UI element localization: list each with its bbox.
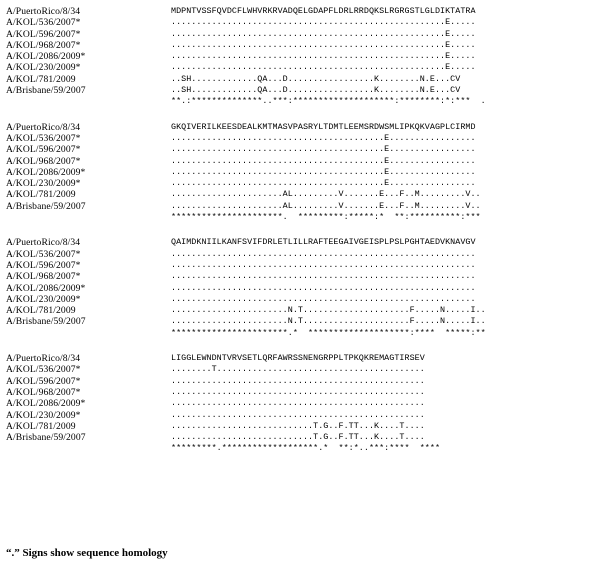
- alignment-block: [6, 6, 594, 108]
- strain-name: [6, 328, 171, 339]
- strain-name: A/KOL/968/2007*: [6, 39, 81, 51]
- sequence-text: .......................N.T.....................F.....N.....I..: [171, 305, 486, 316]
- strain-name: A/KOL/2086/2009*: [6, 166, 86, 178]
- sequence-text: ..SH.............QA...D.................K........N.E...CV: [171, 85, 461, 96]
- sequence-row: [6, 305, 594, 316]
- strain-name: A/Brisbane/59/2007: [6, 85, 86, 97]
- alignment-block: [6, 353, 594, 455]
- strain-name: A/KOL/2086/2009*: [6, 51, 86, 63]
- sequence-text: ..................................................: [171, 409, 425, 420]
- strain-name: A/KOL/781/2009: [6, 305, 76, 317]
- sequence-row: [6, 432, 594, 443]
- strain-name: A/Brisbane/59/2007: [6, 200, 86, 212]
- sequence-text: ..SH.............QA...D.................K........N.E...CV: [171, 73, 461, 84]
- sequence-row: [6, 17, 594, 28]
- strain-name: A/KOL/596/2007*: [6, 28, 81, 40]
- sequence-row: [6, 40, 594, 51]
- sequence-text: ......................................................E.....: [171, 39, 476, 50]
- conservation-line: ***********************.* ********************:**** *****:**: [171, 327, 486, 338]
- sequence-text: ..........................................E.................: [171, 155, 476, 166]
- sequence-text: ............................................................: [171, 248, 476, 259]
- sequence-row: [6, 410, 594, 421]
- sequence-row: [6, 316, 594, 327]
- sequence-text: ..........................................E.................: [171, 178, 476, 189]
- sequence-row: [6, 51, 594, 62]
- sequence-row: [6, 29, 594, 40]
- sequence-text: ..................................................: [171, 398, 425, 409]
- strain-name: A/KOL/230/2009*: [6, 62, 81, 74]
- sequence-text: ............................................................: [171, 293, 476, 304]
- sequence-text: ......................................................E.....: [171, 51, 476, 62]
- strain-name: A/KOL/596/2007*: [6, 375, 81, 387]
- consensus-row: [6, 96, 594, 107]
- sequence-row: [6, 122, 594, 133]
- sequence-row: [6, 74, 594, 85]
- sequence-row: [6, 237, 594, 248]
- sequence-text: ..........................................E.................: [171, 166, 476, 177]
- sequence-text: ......................................................E.....: [171, 28, 476, 39]
- sequence-row: [6, 294, 594, 305]
- strain-name: A/PuertoRico/8/34: [6, 237, 81, 249]
- strain-name: [6, 212, 171, 223]
- strain-name: A/KOL/596/2007*: [6, 144, 81, 156]
- strain-name: [6, 443, 171, 454]
- strain-name: A/KOL/781/2009: [6, 73, 76, 85]
- strain-name: A/Brisbane/59/2007: [6, 432, 86, 444]
- sequence-row: [6, 156, 594, 167]
- strain-name: A/KOL/968/2007*: [6, 271, 81, 283]
- sequence-text: GKQIVERILKEESDEALKMTMASVPASRYLTDMTLEEMSRDWSMLIPKQKVAGPLCIRMD: [171, 121, 476, 132]
- sequence-row: [6, 283, 594, 294]
- sequence-row: [6, 167, 594, 178]
- strain-name: A/KOL/230/2009*: [6, 178, 81, 190]
- sequence-text: ............................................................: [171, 271, 476, 282]
- sequence-text: QAIMDKNIILKANFSVIFDRLETLILLRAFTEEGAIVGEISPLPSLPGHTAEDVKNAVGV: [171, 237, 476, 248]
- strain-name: A/KOL/536/2007*: [6, 248, 81, 260]
- strain-name: A/KOL/968/2007*: [6, 386, 81, 398]
- sequence-text: ............................T.G..F.TT...K....T....: [171, 432, 425, 443]
- sequence-text: ......................AL.........V.......E...F..M.........V..: [171, 189, 481, 200]
- sequence-row: [6, 376, 594, 387]
- sequence-text: ......................................................E.....: [171, 17, 476, 28]
- sequence-row: [6, 178, 594, 189]
- strain-name: A/KOL/536/2007*: [6, 132, 81, 144]
- sequence-text: ......................AL.........V.......E...F..M.........V..: [171, 200, 481, 211]
- sequence-row: [6, 249, 594, 260]
- conservation-line: *********.*******************.* **:*..***:**** ****: [171, 443, 441, 454]
- strain-name: A/KOL/2086/2009*: [6, 282, 86, 294]
- sequence-row: [6, 144, 594, 155]
- strain-name: A/PuertoRico/8/34: [6, 121, 81, 133]
- sequence-row: [6, 201, 594, 212]
- strain-name: A/PuertoRico/8/34: [6, 353, 81, 365]
- sequence-row: [6, 133, 594, 144]
- strain-name: A/KOL/230/2009*: [6, 409, 81, 421]
- consensus-row: [6, 212, 594, 223]
- sequence-text: ..........................................E.................: [171, 144, 476, 155]
- consensus-row: [6, 443, 594, 454]
- sequence-text: ............................................................: [171, 259, 476, 270]
- sequence-text: ........T.........................................: [171, 364, 425, 375]
- sequence-row: [6, 421, 594, 432]
- sequence-row: [6, 260, 594, 271]
- sequence-row: [6, 189, 594, 200]
- strain-name: A/KOL/536/2007*: [6, 17, 81, 29]
- strain-name: A/KOL/2086/2009*: [6, 398, 86, 410]
- sequence-text: ......................................................E.....: [171, 62, 476, 73]
- sequence-row: [6, 387, 594, 398]
- sequence-row: [6, 85, 594, 96]
- strain-name: A/KOL/536/2007*: [6, 364, 81, 376]
- strain-name: [6, 96, 171, 107]
- sequence-text: MDPNTVSSFQVDCFLWHVRKRVADQELGDAPFLDRLRRDQKSLRGRGSTLGLDIKTATRA: [171, 6, 476, 16]
- alignment-block: [6, 122, 594, 224]
- strain-name: A/Brisbane/59/2007: [6, 316, 86, 328]
- sequence-row: [6, 271, 594, 282]
- alignment-block: [6, 237, 594, 339]
- strain-name: A/PuertoRico/8/34: [6, 6, 81, 17]
- strain-name: A/KOL/968/2007*: [6, 155, 81, 167]
- alignment-document: [6, 6, 594, 469]
- strain-name: A/KOL/596/2007*: [6, 259, 81, 271]
- conservation-line: **.:**************..***:********************:********:*:*** .: [171, 96, 486, 107]
- sequence-row: [6, 364, 594, 375]
- sequence-text: ..................................................: [171, 386, 425, 397]
- conservation-line: **********************. *********:*****:* **:**********:***: [171, 212, 481, 223]
- strain-name: A/KOL/781/2009: [6, 189, 76, 201]
- sequence-row: [6, 6, 594, 17]
- sequence-text: .......................N.T.....................F.....N.....I..: [171, 316, 486, 327]
- sequence-row: [6, 398, 594, 409]
- sequence-text: ............................T.G..F.TT...K....T....: [171, 420, 425, 431]
- sequence-row: [6, 62, 594, 73]
- sequence-text: ............................................................: [171, 282, 476, 293]
- sequence-text: LIGGLEWNDNTVRVSETLQRFAWRSSNENGRPPLTPKQKREMAGTIRSEV: [171, 353, 425, 364]
- sequence-text: ..........................................E.................: [171, 132, 476, 143]
- strain-name: A/KOL/230/2009*: [6, 293, 81, 305]
- sequence-text: ..................................................: [171, 375, 425, 386]
- strain-name: A/KOL/781/2009: [6, 420, 76, 432]
- homology-legend: “.” Signs show sequence homology: [6, 547, 168, 559]
- sequence-row: [6, 353, 594, 364]
- consensus-row: [6, 328, 594, 339]
